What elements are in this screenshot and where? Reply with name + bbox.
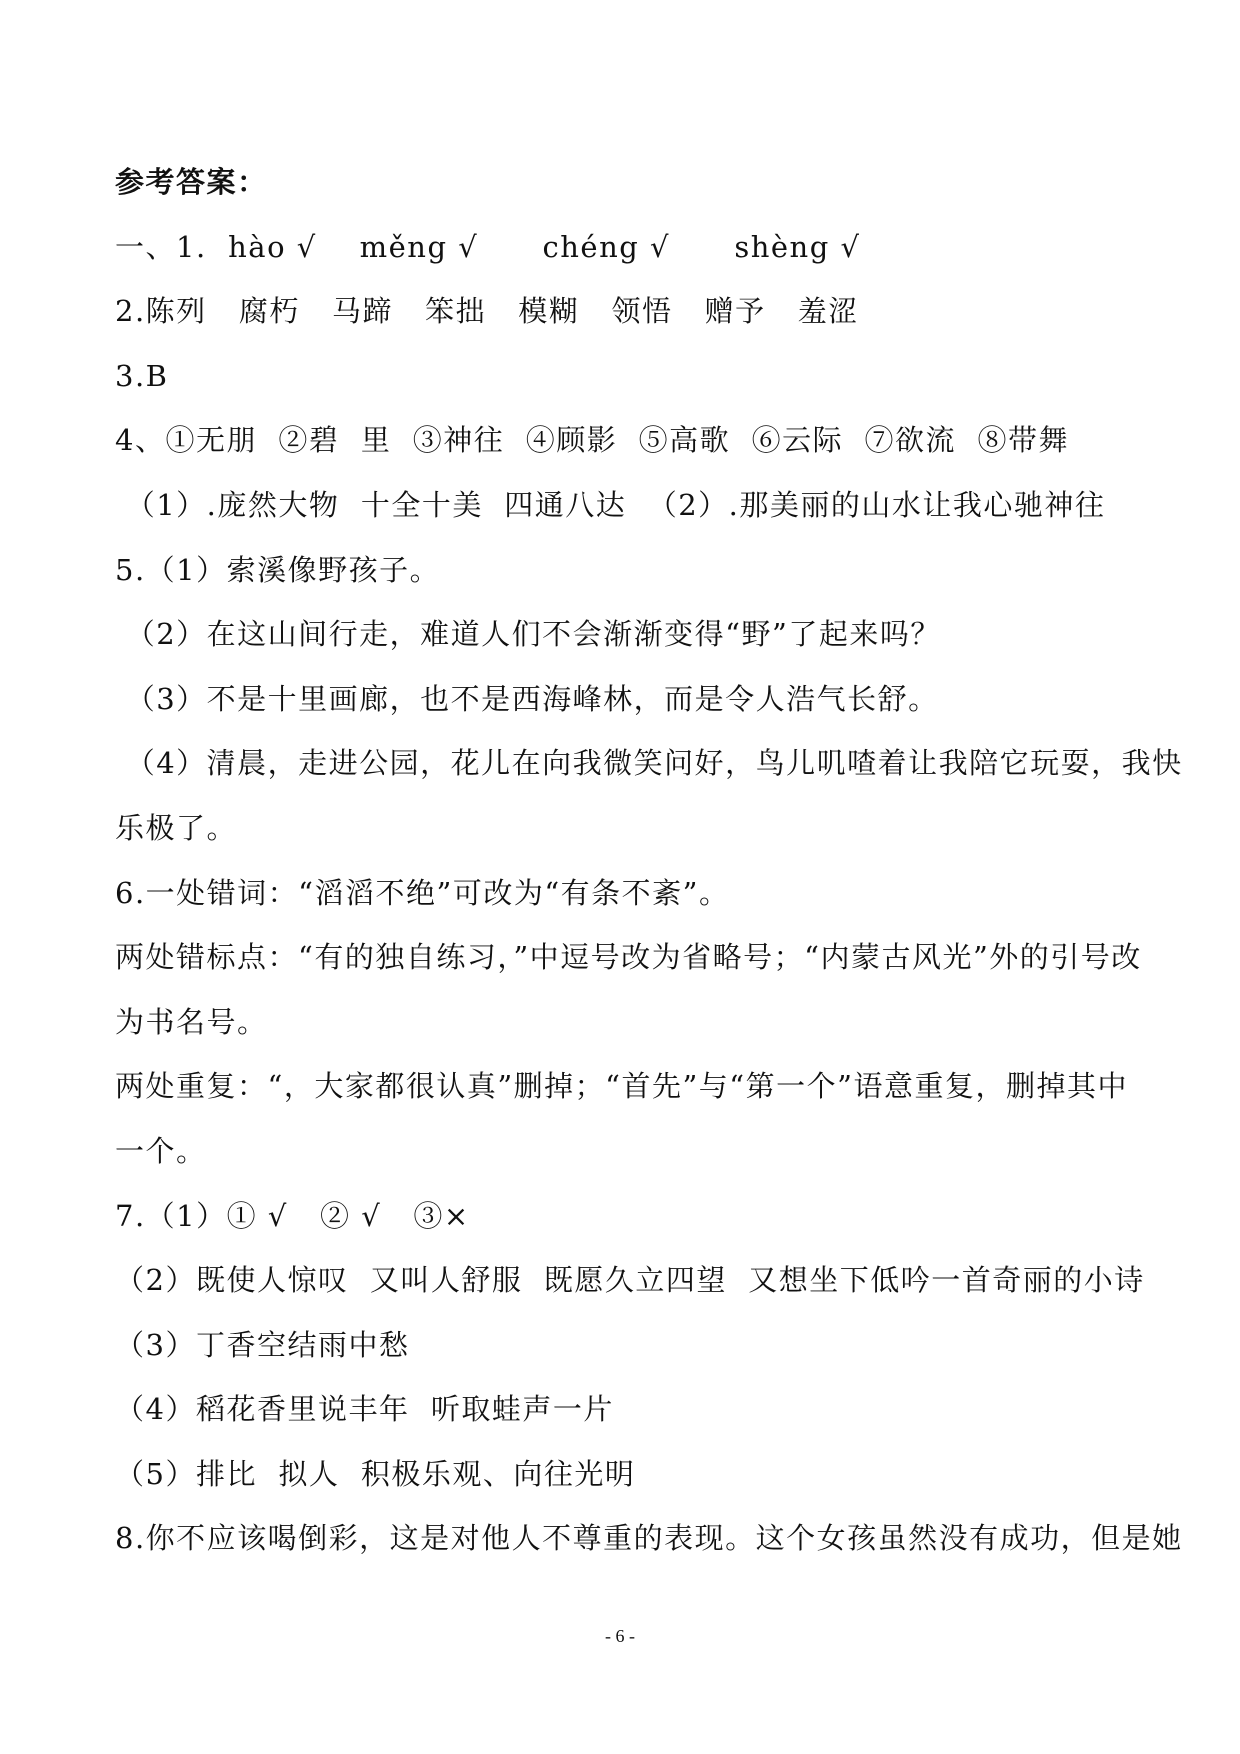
answer-5-4-cont: 乐极了。 bbox=[115, 810, 238, 845]
answer-6-punct-cont: 为书名号。 bbox=[115, 1004, 268, 1039]
answer-5-1: 5.（1）索溪像野孩子。 bbox=[115, 552, 441, 587]
answer-6-word: 6.一处错词：“滔滔不绝”可改为“有条不紊”。 bbox=[115, 875, 730, 910]
answer-7-1: 7.（1）① √ ② √ ③× bbox=[115, 1198, 470, 1233]
answer-2-words: 2.陈列 腐朽 马蹄 笨拙 模糊 领悟 赠予 羞涩 bbox=[115, 294, 859, 329]
answer-5-4: （4）清晨，走进公园，花儿在向我微笑问好，鸟儿叽喳着让我陪它玩耍，我快 bbox=[115, 746, 1183, 781]
answer-7-2: （2）既使人惊叹 又叫人舒服 既愿久立四望 又想坐下低吟一首奇丽的小诗 bbox=[115, 1263, 1145, 1298]
answer-4-sub: （1）.庞然大物 十全十美 四通八达 （2）.那美丽的山水让我心驰神往 bbox=[115, 487, 1106, 522]
answer-6-repeat-cont: 一个。 bbox=[115, 1133, 207, 1168]
section-title: 参考答案： bbox=[115, 165, 268, 199]
page-number: - 6 - bbox=[605, 1626, 635, 1646]
answer-7-5: （5）排比 拟人 积极乐观、向往光明 bbox=[115, 1456, 636, 1491]
answer-document bbox=[115, 150, 1183, 1571]
answer-6-repeat: 两处重复：“，大家都很认真”删掉；“首先”与“第一个”语意重复，删掉其中 bbox=[115, 1069, 1128, 1104]
answer-3: 3.B bbox=[115, 358, 169, 393]
answer-8: 8.你不应该喝倒彩，这是对他人不尊重的表现。这个女孩虽然没有成功，但是她 bbox=[115, 1521, 1183, 1556]
answer-6-punct: 两处错标点：“有的独自练习，”中逗号改为省略号；“内蒙古风光”外的引号改 bbox=[115, 940, 1142, 975]
answer-5-2: （2）在这山间行走，难道人们不会渐渐变得“野”了起来吗？ bbox=[115, 617, 941, 652]
answer-7-4: （4）稻花香里说丰年 听取蛙声一片 bbox=[115, 1392, 614, 1427]
answer-7-3: （3）丁香空结雨中愁 bbox=[115, 1327, 410, 1362]
answer-1-pinyin: 一、1. hào √ měng √ chéng √ shèng √ bbox=[115, 229, 861, 264]
answer-5-3: （3）不是十里画廊，也不是西海峰林，而是令人浩气长舒。 bbox=[115, 681, 939, 716]
answer-4-fill: 4、①无朋 ②碧 里 ③神往 ④顾影 ⑤高歌 ⑥云际 ⑦欲流 ⑧带舞 bbox=[115, 423, 1069, 458]
